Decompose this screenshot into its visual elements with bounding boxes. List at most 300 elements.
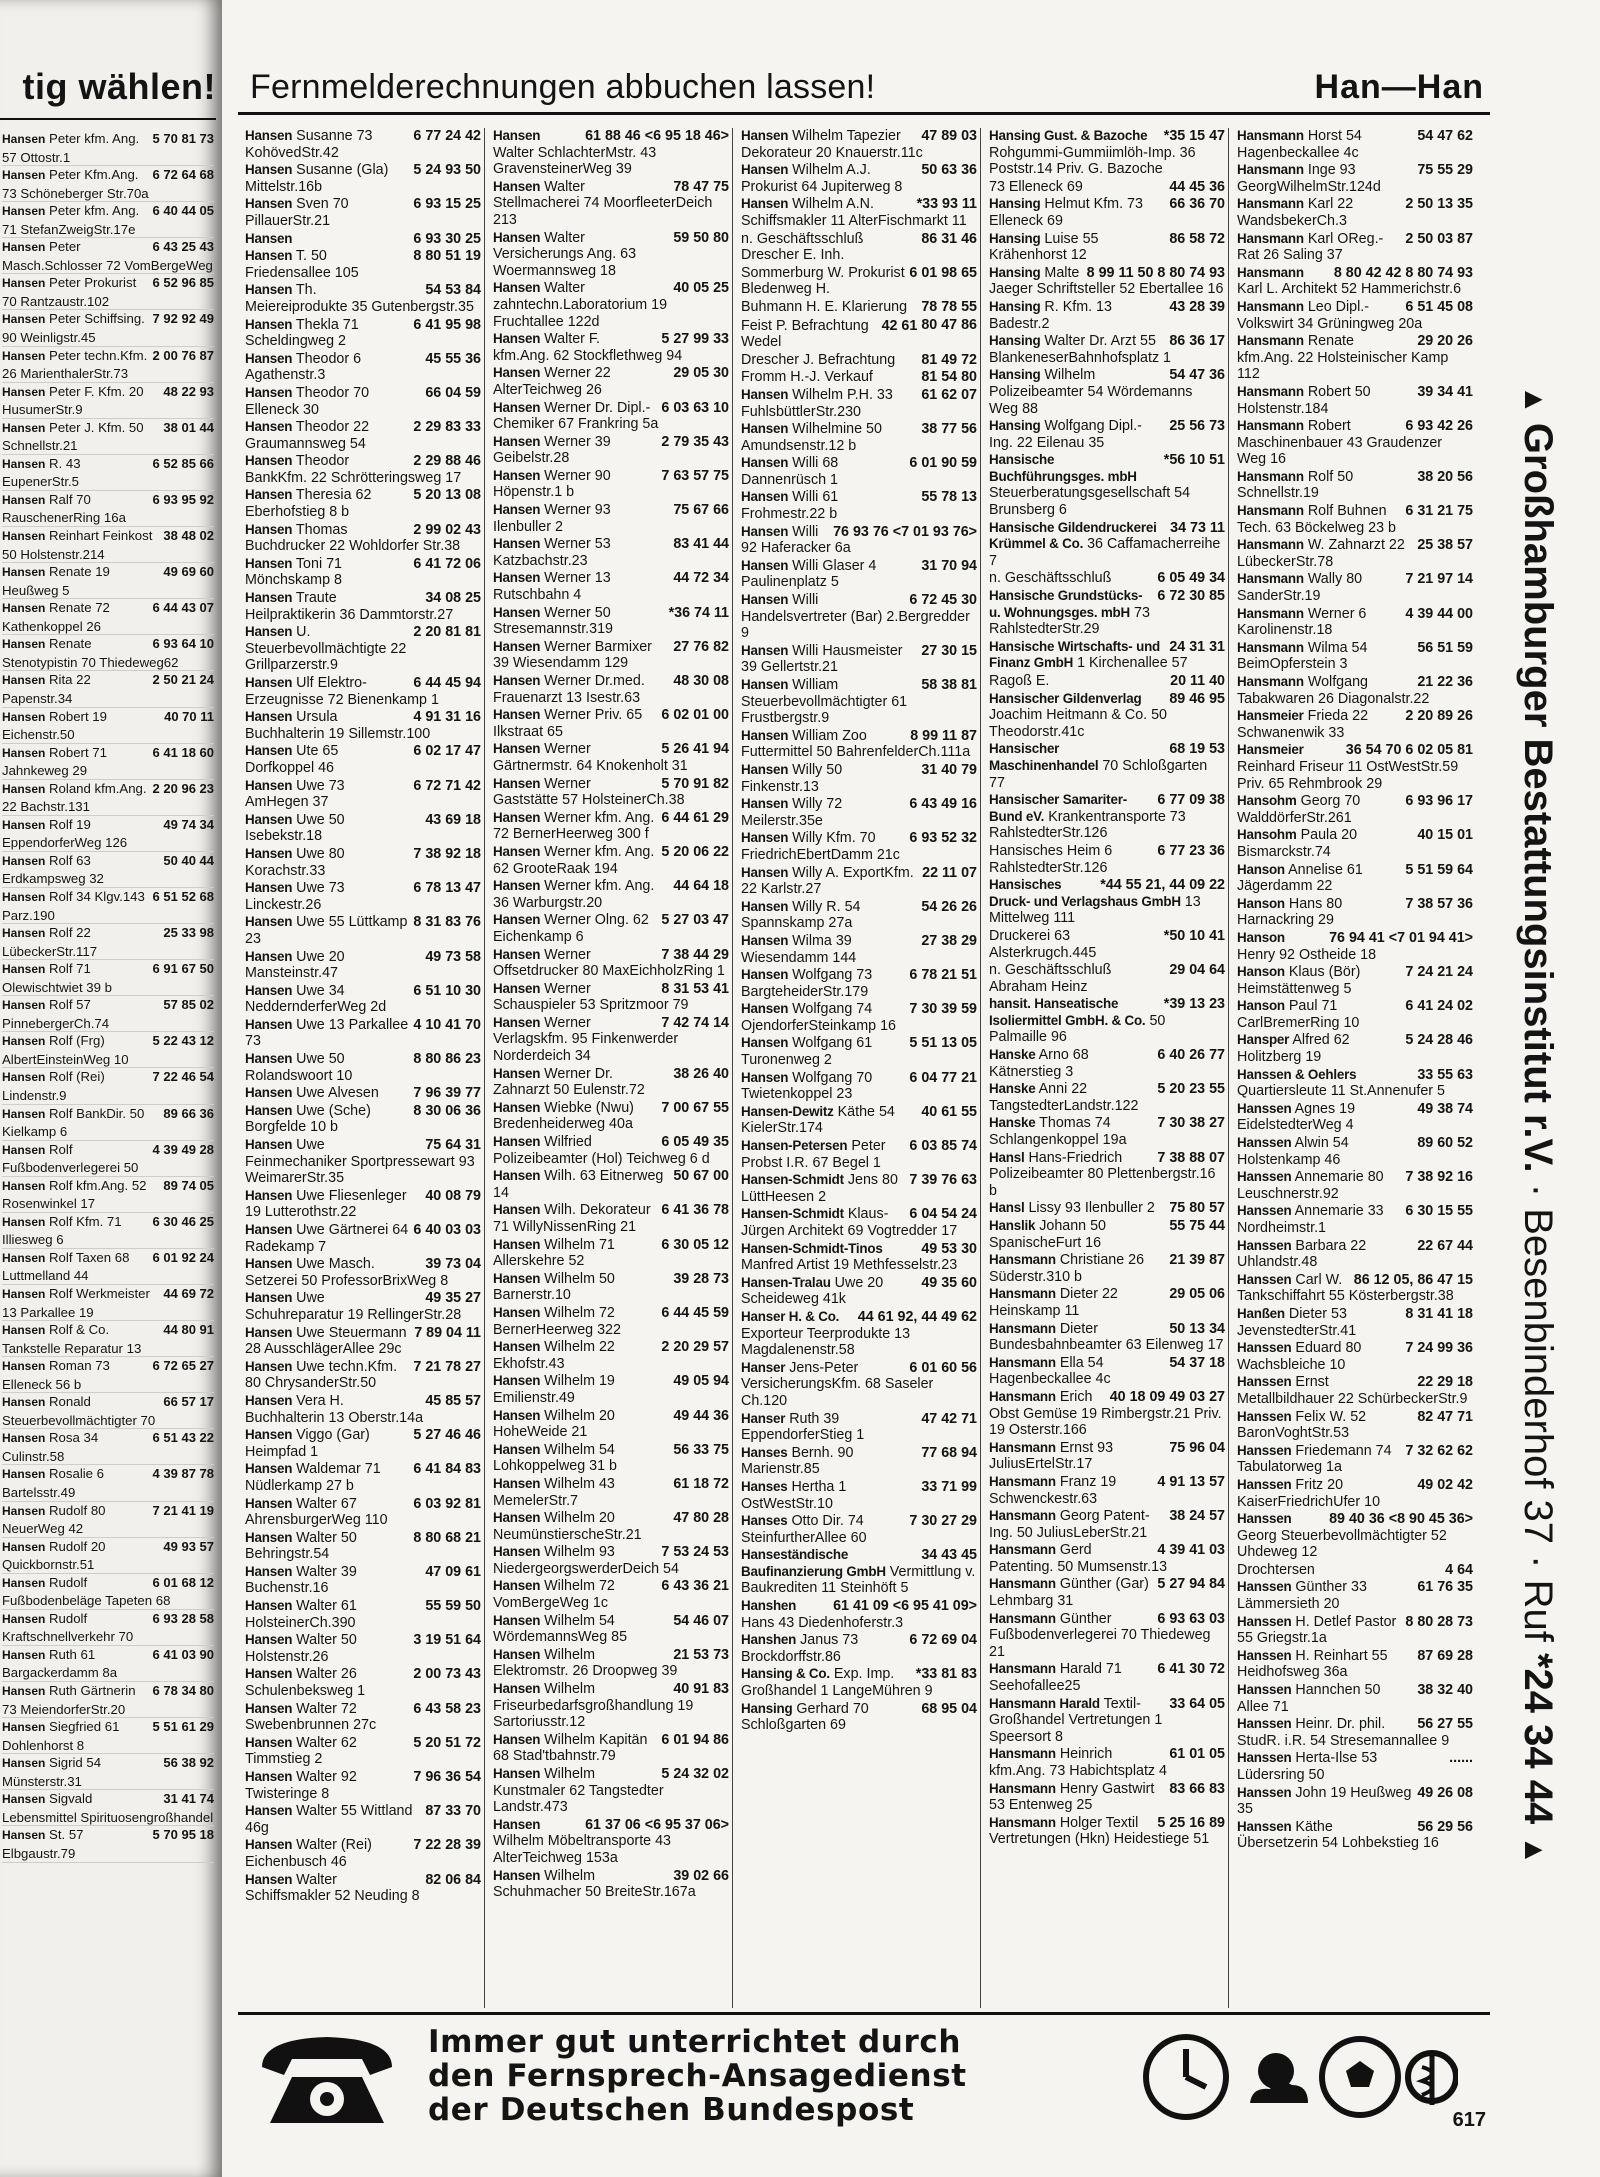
entry-phone: 34 43 45 [921,1547,977,1564]
entry-phone: 29 05 06 [1169,1286,1225,1303]
entry-phone: 50 63 36 [921,162,977,179]
entry-detail: Horst 54 Hagenbeckallee 4c [1237,128,1362,161]
entry-phone: 2 00 73 43 [413,1666,481,1683]
entry-name: Hansen [2,673,46,688]
entry-detail: R. Kfm. 13 Badestr.2 [989,298,1112,332]
entry-detail: Ernst Metallbildhauer 22 SchürbeckerStr.9 [1237,1374,1468,1407]
entry-detail: Werner 22 AlterTeichweg 26 [493,365,611,398]
entry-detail: Walter 50 Holstenstr.26 [245,1632,357,1665]
entry-name: Hansen [741,898,789,914]
entry-detail: Rudolf 20 Quickbornstr.51 [2,1538,106,1573]
entry-detail: n. Geschäftsschluß [989,570,1112,587]
entry-name: Hansen [2,1828,46,1843]
entry-phone: 5 20 13 08 [413,487,481,504]
entry-name: Hansen [245,282,293,298]
entry-detail: Walter Versicherungs Ang. 63 Woermannsweg 18 [493,229,637,279]
entry-detail: Fromm H.-J. Verkauf [741,369,873,386]
entry-name: Hanssen [1237,1271,1292,1287]
directory-entry [1234,418,1476,469]
entry-name: Hansen [2,1647,46,1662]
directory-entry [1234,196,1476,230]
entry-phone: 8 80 68 21 [413,1529,481,1546]
entry-detail: Werner 93 Ilenbuller 2 [493,502,611,535]
previous-page-entry [2,1754,214,1790]
entry-detail: Peter kfm. Ang. 71 StefanZweigStr.17e [2,203,140,237]
entry-name: Hansen [2,1142,46,1157]
entry-phone: 40 05 25 [673,280,729,297]
entry-phone: 27 30 15 [921,642,977,659]
listing-column-5 [1234,128,1476,2008]
directory-entry [986,928,1228,962]
directory-entry [986,1218,1228,1252]
entry-name: Hansen [2,1792,46,1807]
previous-page-entry [2,960,214,996]
entry-name: Hansen [493,1612,541,1628]
entry-phone: 8 31 41 18 [1405,1305,1473,1322]
directory-entry [986,1746,1228,1780]
entry-phone: 6 93 42 26 [1405,418,1473,435]
entry-phone: 31 70 94 [921,557,977,574]
entry-detail: Peter Schiffsing. 90 Weinligstr.45 [2,311,145,346]
directory-entry [490,639,732,673]
entry-detail: W. Zahnarzt 22 LübeckerStr.78 [1237,537,1405,570]
directory-entry [1234,708,1476,742]
entry-name: Hanssen [1237,1100,1292,1116]
ad-phone-number: *24 34 44 [1516,1652,1560,1825]
entry-detail: Steuerberatungsgesellschaft 54 Brunsberg 6 [989,485,1191,519]
banner-line-1: Immer gut unterrichtet durch [428,2024,961,2060]
entry-phone: 40 08 79 [425,1187,481,1204]
entry-name: Hansen [493,878,541,894]
entry-name: Hansen [741,864,789,880]
entry-name: Hanssen [1237,1818,1292,1834]
entry-phone: 6 41 95 98 [413,316,481,333]
entry-name: Hansing [989,196,1041,212]
directory-entry [1234,1819,1476,1853]
entry-name: Hanser [741,1359,786,1375]
entry-phone: 4 91 31 16 [413,709,481,726]
entry-name: Hansen [741,557,789,573]
directory-entry [242,1103,484,1137]
directory-entry [986,1150,1228,1201]
entry-name: Hansen [493,280,541,296]
entry-detail: Lissy 93 Ilenbuller 2 [1028,1200,1155,1217]
entry-detail: Willy 72 Meilerstr.35e [741,796,843,829]
entry-detail: Willy Kfm. 70 FriedrichEbertDamm 21c [741,830,900,863]
entry-detail: Ruth 61 Bargackerdamm 8a [2,1646,118,1681]
entry-phone: 6 51 10 30 [413,982,481,999]
entry-phone: 8 80 28 73 [1405,1613,1473,1630]
entry-phone: 54 37 18 [1169,1354,1225,1371]
entry-phone: 27 38 29 [921,932,977,949]
entry-phone: 4 39 41 03 [1157,1542,1225,1559]
entry-phone: 55 78 13 [921,489,977,506]
previous-page-entry [2,383,214,419]
side-advertisement-text: ▲ Großhamburger Bestattungsinstitut r.V. · Besenbinderhof 37 · Ruf *24 34 44 ▲ [1516,384,1560,1866]
entry-detail: Robert Maschinenbauer 43 Graudenzer Weg 16 [1237,418,1443,468]
entry-name: Hansen [245,248,293,264]
directory-entry [242,282,484,316]
medical-icon [1408,2051,1456,2105]
entry-name: Hansen [493,673,541,688]
entry-detail: 50 Palmaille 96 [989,1012,1166,1046]
directory-entry [242,1735,484,1769]
entry-phone: 54 47 36 [1169,367,1225,384]
entry-detail: Uwe Masch. Setzerei 50 ProfessorBrixWeg 8 [245,1256,449,1289]
entry-name: Hansen [493,536,541,552]
directory-entry [738,1598,980,1632]
entry-phone: 6 41 72 06 [413,555,481,572]
listing-column-3 [738,128,981,2008]
entry-phone: 6 31 21 75 [1405,503,1473,520]
entry-detail: Felix W. 52 BaronVoghtStr.53 [1237,1408,1367,1442]
entry-detail: Traute Heilpraktikerin 36 Dammtorstr.27 [245,590,454,623]
directory-entry [490,1681,732,1732]
directory-entry [490,1732,732,1766]
entry-phone: 7 21 78 27 [413,1358,481,1375]
entry-phone: 39 73 04 [425,1256,481,1273]
entry-name: Hansen [245,1290,293,1306]
directory-entry [986,520,1228,571]
entry-name: Hansen [493,1099,541,1115]
entry-phone: 6 72 64 68 [152,167,214,183]
entry-name: Hansen [245,419,293,435]
entry-name: Hanssen [1237,1203,1292,1219]
entry-phone: 40 18 09 49 03 27 [1109,1388,1225,1405]
entry-phone: 6 77 24 42 [413,128,481,144]
entry-name: Hanson [1237,998,1285,1014]
entry-detail: Wilhelm 54 WördemannsWeg 85 [493,1612,628,1646]
ad-address: Besenbinderhof 37 [1516,1208,1560,1545]
entry-detail: U. Steuerbevollmächtigte 22 Grillparzerstr.9 [245,624,407,674]
entry-detail: Paula 20 Bismarckstr.74 [1237,827,1358,860]
entry-name: Hansen [245,1324,293,1340]
entry-name: Hansen [741,1035,789,1051]
entry-detail: Wolfgang 74 OjendorferSteinkamp 16 [741,1001,896,1034]
entry-name: Hansen [493,399,541,415]
previous-page-entry [2,455,214,491]
directory-entry [242,1017,484,1051]
previous-page-entry [2,852,214,888]
directory-entry [738,1070,980,1104]
directory-entry [738,1206,980,1240]
entry-phone: 54 46 07 [673,1612,729,1629]
entry-detail: Vera H. Buchhalterin 13 Oberstr.14a [245,1392,424,1426]
entry-name: Hansischer Gildenverlag [989,690,1142,706]
entry-detail: Wilhelm Schuhmacher 50 BreiteStr.167a [493,1867,696,1901]
entry-detail: Rolf 34 Klgv.143 Parz.190 [2,888,145,923]
entry-phone: 6 40 44 05 [152,203,214,219]
entry-phone: 7 38 92 16 [1405,1169,1473,1186]
entry-phone: 5 51 61 29 [152,1719,214,1735]
entry-name: Hansischer Samariter-Bund eV. [989,792,1127,824]
entry-phone: 6 43 25 43 [152,239,214,255]
entry-name: Hansen-Schmidt [741,1206,844,1222]
entry-detail: Werner Dr.med. Frauenarzt 13 Isestr.63 [493,673,645,706]
directory-entry [242,1530,484,1564]
entry-phone: 50 67 00 [673,1168,729,1185]
entry-detail: Robert 19 Eichenstr.50 [2,708,107,743]
entry-detail: Peter kfm. Ang. 57 Ottostr.1 [2,131,140,165]
entry-phone: 25 33 98 [163,925,214,941]
directory-entry [1234,1135,1476,1169]
entry-detail: Wilhelm 20 NeumünstierscheStr.21 [493,1510,642,1543]
directory-entry [1234,1562,1476,1580]
entry-name: Hansing [989,418,1041,434]
directory-entry [242,675,484,709]
entry-name: Hansmann [1237,418,1304,434]
entry-detail: Wilh. 63 Eitnerweg 14 [493,1168,664,1201]
directory-entry [738,352,980,370]
entry-phone: *35 15 47 [1163,128,1225,144]
entry-name: Hanses [741,1444,788,1460]
entry-detail: Walter 67 AhrensburgerWeg 110 [245,1495,388,1529]
directory-entry [738,728,980,762]
entry-name: Hansen [493,1304,541,1320]
directory-entry [490,468,732,502]
entry-detail: Carl W. Tankschiffahrt 55 Kösterbergstr.38 [1237,1271,1454,1305]
previous-page-entry [2,1068,214,1104]
entry-phone: 82 47 71 [1417,1408,1473,1425]
entry-detail: Rita 22 Papenstr.34 [2,672,91,706]
directory-entry [490,1544,732,1578]
previous-page-entry [2,166,214,202]
directory-entry [242,1496,484,1530]
entry-name: Hanske [989,1047,1036,1063]
entry-phone: 3 19 51 64 [413,1632,481,1649]
directory-entry [490,1202,732,1236]
previous-page-entry [2,1465,214,1501]
entry-phone: 39 02 66 [673,1867,729,1884]
directory-entry [738,162,980,196]
entry-name: Hansen-Schmidt-Tinos [741,1240,883,1256]
entry-name: Hansmann [989,1320,1056,1336]
entry-detail: Manfred Artist 19 Methfesselstr.23 [741,1257,958,1274]
entry-name: Hansen [741,830,789,846]
entry-phone: 6 93 63 03 [1157,1610,1225,1627]
entry-name: Hansen [2,1539,46,1554]
previous-page-entry [2,527,214,563]
entry-detail: Uwe 50 Isebekstr.18 [245,811,345,845]
entry-detail: Inge 93 GeorgWilhelmStr.124d [1237,162,1381,195]
directory-entry [1234,1272,1476,1306]
entry-detail: 36 Caffamacherreihe 7 [989,536,1221,569]
entry-detail: Uwe 34 NeddernderferWeg 2d [245,982,387,1016]
entry-detail: Walter (Rei) Eichenbusch 46 [245,1837,372,1870]
entry-name: Hansen [245,1016,293,1032]
entry-name: Hansmann Harald [989,1695,1100,1711]
directory-entry [242,709,484,743]
entry-phone: 6 41 18 60 [152,744,214,760]
entry-detail: Rolf Kfm. 71 Illiesweg 6 [2,1213,122,1248]
entry-detail: Luise 55 Krähenhorst 12 [989,230,1099,264]
entry-name: Hansmann [989,1286,1056,1302]
entry-phone: 56 33 75 [673,1441,729,1458]
directory-entry [242,1290,484,1324]
entry-name: Hanser H. & Co. [741,1308,840,1324]
entry-name: Hansen [245,1427,293,1443]
entry-detail: Jens-Peter VersicherungsKfm. 68 Saseler Ch.120 [741,1359,934,1409]
directory-entry [1234,1477,1476,1511]
entry-phone: 49 44 36 [673,1407,729,1424]
entry-name: Hansen [741,1069,789,1085]
entry-name: Hansen [741,967,789,983]
entry-detail: Werner Offsetdrucker 80 MaxEichholzRing 1 [493,946,725,980]
entry-phone: 66 04 59 [425,384,481,401]
entry-name: Hansen [245,1700,293,1716]
entry-name: Hansen [493,1270,541,1286]
entry-detail: Sigrid 54 Münsterstr.31 [2,1755,102,1789]
entry-phone: 6 03 85 74 [909,1138,977,1155]
entry-phone: 61 88 46 <6 95 18 46> [585,128,729,144]
directory-entry [986,1047,1228,1081]
entry-phone: *39 13 23 [1163,996,1225,1013]
entry-phone: 83 41 44 [673,536,729,553]
entry-detail: 73 Elleneck 69 [989,178,1083,195]
entry-detail: Waldemar 71 Nüdlerkamp 27 b [245,1461,381,1494]
entry-phone: 38 77 56 [921,421,977,438]
entry-name: Hansohm [1237,793,1297,809]
entry-name: Hansen [2,709,46,724]
entry-detail: Malte Jaeger Schriftsteller 52 Ebertallee 16 [989,264,1224,298]
entry-phone: 6 02 01 00 [661,707,729,724]
entry-phone: 57 85 02 [163,997,214,1013]
directory-entry [1234,1409,1476,1443]
directory-entry [986,1321,1228,1355]
previous-page-entry [2,1790,214,1826]
entry-phone: 5 20 23 55 [1157,1081,1225,1098]
directory-entry [490,502,732,536]
entry-detail: Ute 65 Dorfkoppel 46 [245,743,339,776]
entry-name: Hansen [2,1034,46,1049]
entry-name: Hansmann [989,1661,1056,1677]
entry-name: Hansen [493,912,541,928]
entry-name: Hansen [245,350,293,366]
entry-detail: Rolf Buhnen Tech. 63 Böckelweg 23 b [1237,503,1396,536]
entry-detail: Willi 68 Dannenrüsch 1 [741,455,839,488]
previous-page-entry [2,310,214,346]
entry-name: Hanssen [1237,1682,1292,1698]
entry-name: Hansen [493,1202,541,1218]
entry-phone: 56 27 55 [1417,1716,1473,1733]
entry-detail: Uwe 20 Mansteinstr.47 [245,948,345,982]
directory-entry [1234,265,1476,299]
directory-entry [1234,469,1476,503]
directory-entry [986,639,1228,673]
entry-name: Hanshen [741,1598,797,1614]
entry-detail: Thomas 74 Schlangenkoppel 19a [989,1115,1127,1149]
entry-phone: 6 44 61 29 [661,809,729,826]
entry-phone: 49 74 34 [163,816,214,832]
entry-name: Hansen [2,1503,46,1518]
entry-phone: 2 50 21 24 [152,672,214,688]
entry-name: Hansing [989,230,1041,246]
entry-phone: 5 24 93 50 [413,162,481,179]
entry-phone: 7 38 57 36 [1405,895,1473,912]
directory-entry [986,1286,1228,1320]
entry-phone: 6 05 49 35 [661,1134,729,1151]
entry-phone: 8 99 11 50 8 80 74 93 [1086,264,1225,281]
entry-detail: Exp. Imp. Großhandel 1 LangeMühren 9 [741,1666,933,1700]
entry-detail: Druckerei 63 Alsterkrugch.445 [989,927,1097,961]
entry-detail: Uwe Fliesenleger 19 Lutterothstr.22 [245,1187,407,1221]
entry-phone: 38 24 57 [1169,1508,1225,1525]
entry-phone: 6 41 03 90 [152,1646,214,1662]
entry-phone: 47 89 03 [921,128,977,144]
entry-phone: 47 42 71 [921,1410,977,1427]
entry-phone: 24 31 31 [1169,638,1225,655]
directory-entry [986,1355,1228,1389]
entry-detail: Wilhelm 93 NiedergeorgswerderDeich 54 [493,1544,679,1577]
directory-entry [242,778,484,812]
previous-page-entry [2,1285,214,1321]
entry-name: Hansen [245,1632,293,1648]
entry-detail: Ulf Elektro-Erzeugnisse 72 Bienenkamp 1 [245,675,439,708]
entry-phone: 7 24 21 24 [1405,964,1473,981]
directory-entry [986,418,1228,452]
entry-phone: 5 70 95 18 [152,1827,214,1843]
entry-phone: 8 99 11 87 [910,727,977,744]
entry-detail: Janus 73 Brockdorffstr.86 [741,1632,859,1665]
entry-phone: 22 67 44 [1417,1237,1473,1254]
entry-detail: Vermittlung v. Baukrediten 11 Steinhöft 5 [741,1563,976,1597]
entry-detail: Uwe Gärtnerei 64 Radekamp 7 [245,1222,409,1255]
entry-phone: 61 37 06 <6 95 37 06> [585,1816,729,1833]
previous-page-entry [2,1610,214,1646]
entry-phone: 40 15 01 [1417,827,1473,844]
entry-name: Hanson [1237,929,1285,945]
entry-name: Hansen [493,331,541,347]
entry-detail: Rosa 34 Culinstr.58 [2,1430,99,1464]
directory-entry [242,743,484,777]
directory-entry [738,1035,980,1069]
directory-entry [1234,1238,1476,1272]
entry-detail: Uwe 73 Linckestr.26 [245,880,345,913]
entry-name: Hansen [493,1646,541,1662]
directory-entry [490,1339,732,1373]
directory-entry [738,899,980,933]
entry-detail: Renate Stenotypistin 70 Thiedeweg62 [2,636,179,670]
entry-name: Hansen [245,1392,293,1408]
entry-detail: Alwin 54 Holstenkamp 46 [1237,1135,1349,1168]
previous-page-entry [2,1177,214,1213]
entry-phone: 49 35 60 [921,1274,977,1291]
entry-phone: 50 13 34 [1169,1320,1225,1337]
entry-phone: 6 72 71 42 [413,777,481,794]
entry-name: Hansmann [989,1473,1056,1489]
entry-phone: 44 45 36 [1169,178,1225,195]
entry-detail: Günther Fußbodenverlegerei 70 Thiedeweg 21 [989,1610,1211,1660]
directory-entry [242,1188,484,1222]
entry-phone: 6 05 49 34 [1157,570,1225,587]
entry-detail: Peter techn.Kfm. 26 MarienthalerStr.73 [2,347,148,382]
entry-detail: H. Detlef Pastor 55 Griegstr.1a [1237,1613,1397,1647]
entry-phone: 66 36 70 [1169,196,1225,213]
entry-detail: Susanne 73 KohövedStr.42 [245,128,373,161]
entry-detail: Willy R. 54 Spannskamp 27a [741,898,861,932]
entry-name: Hansmann [1237,162,1304,178]
directory-entry [738,1001,980,1035]
entry-phone: 7 32 62 62 [1405,1442,1473,1459]
entry-phone: 56 29 56 [1417,1818,1473,1835]
directory-entry [1234,128,1476,162]
directory-entry [1234,896,1476,930]
entry-name: Hansl [989,1149,1025,1165]
entry-name: Hanslik [989,1218,1036,1233]
entry-name: Hansen [493,1134,541,1150]
directory-entry [986,1115,1228,1149]
entry-name: Hansen [493,1407,541,1423]
